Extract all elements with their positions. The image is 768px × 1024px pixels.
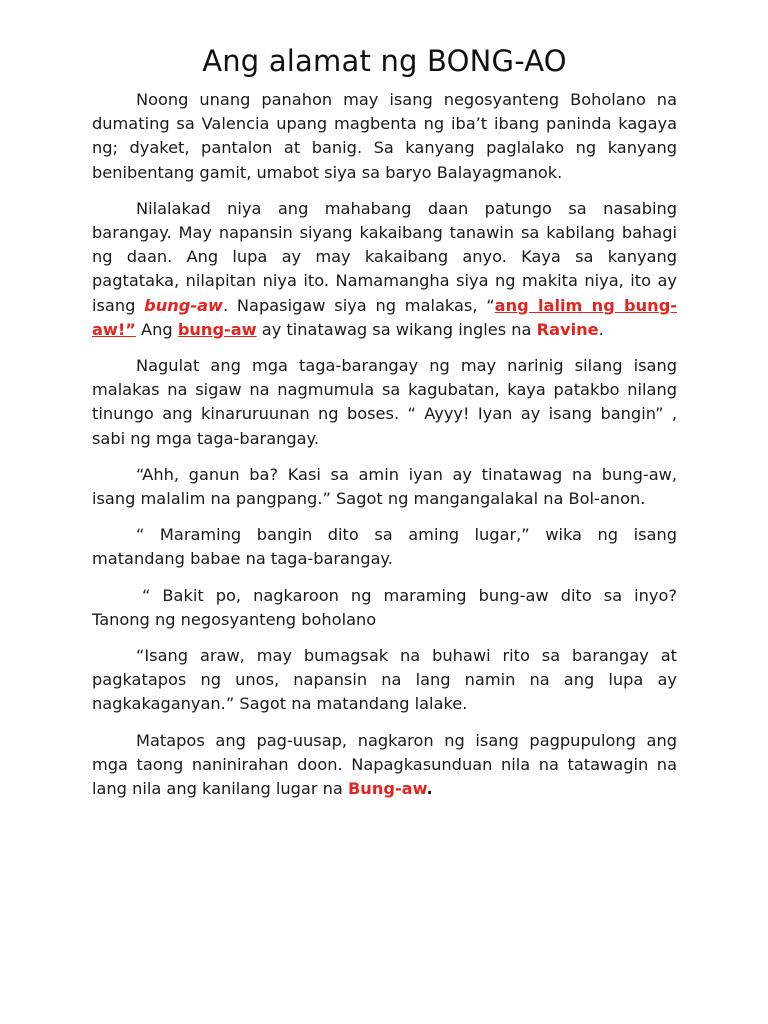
highlight-ravine: Ravine bbox=[536, 319, 599, 339]
paragraph-8 bbox=[92, 729, 677, 802]
highlight-bung-aw-underlined: bung-aw bbox=[177, 319, 257, 339]
highlight-bung-aw-italic: bung-aw bbox=[144, 295, 223, 315]
paragraph-2-text-1: Nilalakad niya ang mahabang daan patungo sa nasabing barangay. May napansin siyang kakaibang tanawin sa kabilang bahagi ng daan. Ang lupa ay may kakaibang anyo. Kaya sa kanyang pagtataka, nilapitan niya ito. Namamangha siya ng makita niya, ito ay isang bbox=[92, 198, 677, 315]
paragraph-2-text-5: . bbox=[598, 319, 604, 339]
paragraph-2 bbox=[92, 197, 677, 342]
highlight-bung-aw-final: Bung-aw bbox=[347, 779, 427, 799]
highlight-exclamation: ang lalim ng bung-aw!” bbox=[92, 295, 677, 339]
paragraph-6: “ Bakit po, nagkaroon ng maraming bung-aw dito sa inyo? Tanong ng negosyanteng boholano bbox=[92, 585, 677, 629]
document-page bbox=[92, 44, 677, 813]
document-title: Ang alamat ng BONG-AO bbox=[202, 44, 567, 78]
paragraph-2-text-2: . Napasigaw siya ng malakas, “ bbox=[223, 295, 495, 315]
paragraph-4: “Ahh, ganun ba? Kasi sa amin iyan ay tinatawag na bung-aw, isang malalim na pangpang.” Sagot ng mangangalakal na Bol-anon. bbox=[92, 464, 677, 509]
paragraph-1: Noong unang panahon may isang negosyanteng Boholano na dumating sa Valencia upang magbenta ng iba’t ibang paninda kagaya ng; dyaket, pantalon at banig. Sa kanyang paglalako ng kanyang benibentang gamit, umabot siya sa baryo Balayagmanok. bbox=[92, 90, 677, 182]
paragraph-8-text-1: Matapos ang pag-uusap, nagkaron ng isang pagpupulong ang mga taong naninirahan doon. Napagkasunduan nila na tatawagin na lang nila ang kanilang lugar na bbox=[92, 730, 677, 799]
paragraph-2-text-3: Ang bbox=[135, 319, 178, 339]
paragraph-2-text-4: ay tinatawag sa wikang ingles na bbox=[256, 319, 537, 339]
paragraph-8-text-2: . bbox=[426, 779, 433, 799]
paragraph-5: “ Maraming bangin dito sa aming lugar,” wika ng isang matandang babae na taga-barangay. bbox=[92, 525, 677, 569]
paragraph-3: Nagulat ang mga taga-barangay ng may narinig silang isang malakas na sigaw na nagmumula sa kagubatan, kaya patakbo nilang tinungo ang kinaruruunan ng boses. “ Ayyy! Iyan ay isang bangin” , sabi ng mga taga-barangay. bbox=[92, 356, 677, 448]
paragraph-7: “Isang araw, may bumagsak na buhawi rito sa barangay at pagkatapos ng unos, napansin na lang namin na ang lupa ay nagkakaganyan.” Sagot na matandang lalake. bbox=[92, 646, 677, 714]
